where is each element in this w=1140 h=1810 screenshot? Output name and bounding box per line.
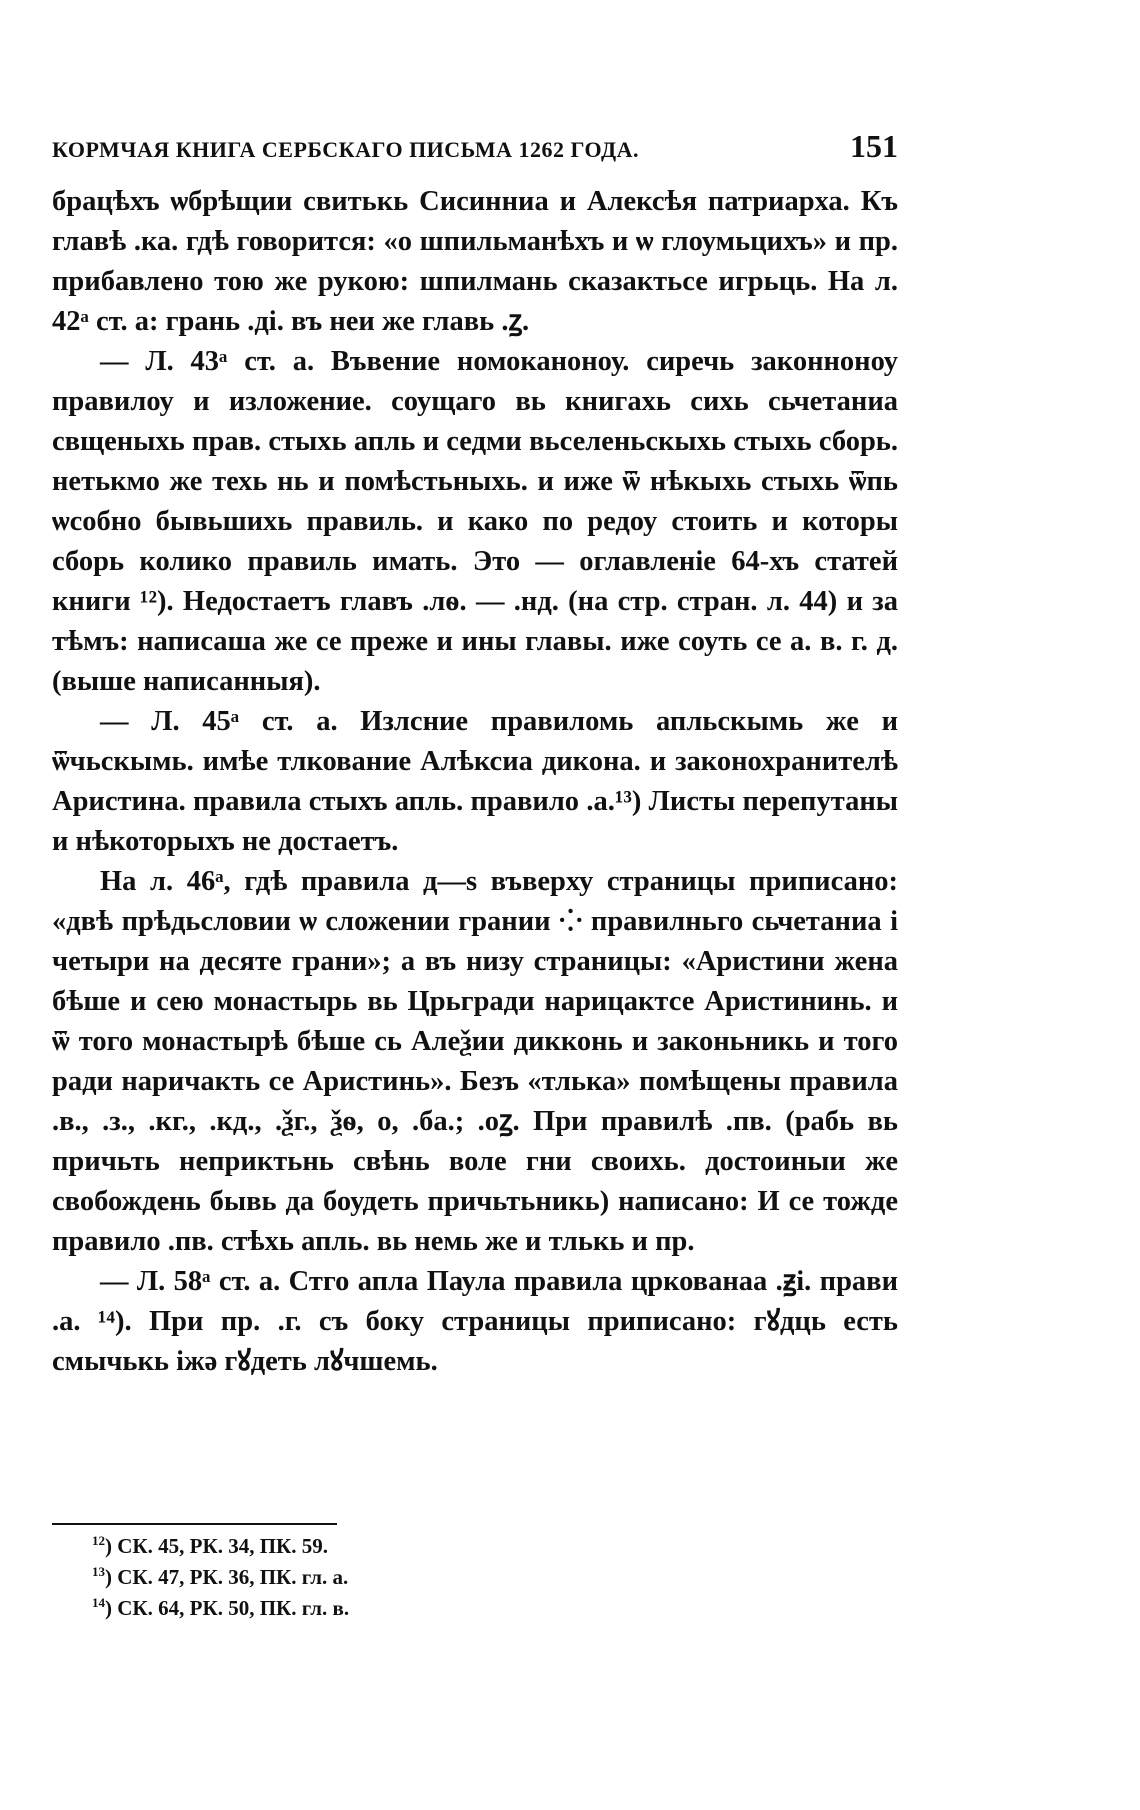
footnote-number: 12 [92, 1533, 105, 1548]
footnote-divider [52, 1523, 337, 1525]
paragraph-leaf-46: На л. 46ᵃ, гдѣ правила д—ѕ въверху страницы приписано: «двѣ прѣдьсловии ѡ сложении грании ⁘ правилньго сьчетаниа і четыри на десяте грани»; а въ низу страницы: «Аристини жена бѣше и сею монастырь вь Црьгради нарицактсе Аристининь. и ѿ того монастырѣ бѣше сь Алеѯии дикконь и законьникь и того ради наричакть се Аристинь». Безъ «тлька» помѣщены правила .в., .з., .кг., .кд., .ѯг., ѯѳ, о, .ба.; .оꙁ. При правилѣ .пв. (рабь вь причьть неприктьнь свѣнь воле гни своихь. достоиныи же свобождень бывь да боудеть причьтьникь) написано: И се тожде правило .пв. стѣхь апль. вь немь же и тлькь и пр. [52, 866, 898, 1257]
footnote-14 [92, 1590, 349, 1621]
footnote-text: ) СК. 45, РК. 34, ПК. 59. [105, 1534, 329, 1558]
body-text [52, 182, 898, 1382]
footnote-12 [92, 1528, 349, 1559]
paragraph-leaf-58: — Л. 58ᵃ ст. а. Стго апла Паула правила цркованаа .ꙃі. прави .а. ¹⁴). При пр. .г. съ боку страницы приписано: гꙋдць есть смычькь іжә гꙋдеть лꙋчшемь. [52, 1266, 898, 1377]
footnote-number: 13 [92, 1564, 105, 1579]
running-title: КОРМЧАЯ КНИГА СЕРБСКАГО ПИСЬМА 1262 ГОДА. [52, 137, 639, 162]
footnote-13 [92, 1559, 349, 1590]
running-head [52, 128, 898, 165]
footnotes [92, 1528, 349, 1621]
footnote-text: ) СК. 64, РК. 50, ПК. гл. в. [105, 1596, 350, 1620]
footnote-text: ) СК. 47, РК. 36, ПК. гл. а. [105, 1565, 349, 1589]
paragraph-leaf-45: — Л. 45ᵃ ст. а. Излсние правиломь апльскымь же и ѿчьскымь. имѣе тлкование Алѣксиа дикона. и законохранителѣ Аристина. правила стыхъ апль. правило .а.¹³) Листы перепутаны и нѣкоторыхъ не достаетъ. [52, 706, 898, 857]
paragraph-leaf-43: — Л. 43ᵃ ст. а. Въвение номоканоноу. сиречь законноноу правилоу и изложение. соущаго вь книгахь сихь сьчетаниа свщеныхь прав. стыхь апль и седми вьселеньскыхь стыхь сборь. нетькмо же техь нь и помѣстьныхь. и иже ѿ нѣкыхь стыхь ѿпь ѡсобно бывьшихь правиль. и како по редоу стоить и которы сборь колико правиль имать. Это — оглавленіе 64-хъ статей книги ¹²). Недостаетъ главъ .лѳ. — .нд. (на стр. стран. л. 44) и за тѣмъ: написаша же се преже и ины главы. иже соуть се а. в. г. д. (выше написанныя). [52, 346, 898, 697]
page-number: 151 [850, 128, 898, 164]
paragraph-continuation: брацѣхъ ѡбрѣщии свитькь Сисинниа и Алексѣя патриарха. Къ главѣ .ка. гдѣ говорится: «о шпильманѣхъ и ѡ глоумьцихъ» и пр. прибавлено тою же рукою: шпилмань сказактьсе игрьць. На л. 42ᵃ ст. а: грань .ді. въ неи же главь .ꙁ. [52, 186, 898, 337]
footnote-number: 14 [92, 1595, 105, 1610]
